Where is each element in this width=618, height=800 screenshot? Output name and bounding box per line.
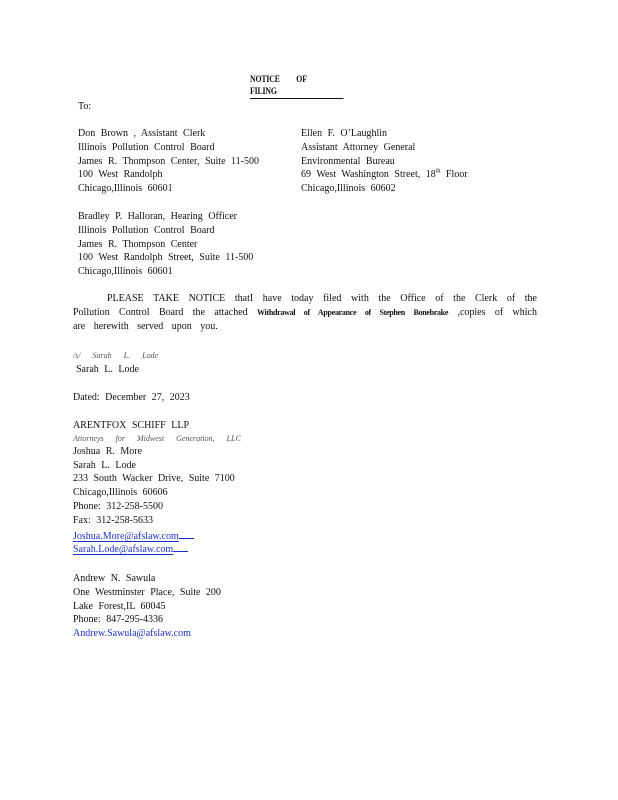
sawula-block xyxy=(73,572,221,641)
firm-attorney-2: Sarah L. Lode xyxy=(73,459,136,471)
attorney-city: Lake Forest,IL 60045 xyxy=(73,600,166,612)
email-link-sawula[interactable]: Andrew.Sawula@afslaw.com xyxy=(73,628,191,640)
email-link-lode[interactable] xyxy=(73,541,188,557)
notice-paragraph xyxy=(73,292,537,334)
recipient-street: 100 West Randolph xyxy=(78,169,163,181)
signature-line: /s/ Sarah L. Lode xyxy=(73,351,159,360)
recipient-title: Assistant Attorney General xyxy=(301,141,416,153)
signature-name: Sarah L. Lode xyxy=(76,364,139,375)
recipient-city: Chicago,Illinois 60601 xyxy=(78,183,173,195)
recipient-bureau: Environmental Bureau xyxy=(301,155,395,167)
page-title: NOTICE OF FILING xyxy=(250,74,343,99)
recipient-city: Chicago,Illinois 60601 xyxy=(78,266,173,278)
street-floor: Floor xyxy=(440,169,468,181)
recipient-halloran xyxy=(78,210,253,279)
firm-city: Chicago,Illinois 60606 xyxy=(73,487,168,499)
attorney-name: Andrew N. Sawula xyxy=(73,573,156,584)
dated-line: Dated: December 27, 2023 xyxy=(73,392,190,403)
recipient-name: Ellen F. O’Laughlin xyxy=(301,128,388,139)
email-text: Sarah.Lode@afslaw.com xyxy=(73,544,174,556)
recipient-name: Bradley P. Halloran, Hearing Officer xyxy=(78,211,237,222)
recipient-brown xyxy=(78,127,259,196)
email-text: Joshua.More@afslaw.com xyxy=(73,530,179,542)
recipient-org: Illinois Pollution Control Board xyxy=(78,224,215,236)
notice-document-title: Withdrawal of Appearance of Stephen Bonebrake xyxy=(257,308,449,317)
firm-fax: Fax: 312-258-5633 xyxy=(73,514,153,526)
firm-phone: Phone: 312-258-5500 xyxy=(73,500,163,512)
attorney-street: One Westminster Place, Suite 200 xyxy=(73,586,221,598)
street-main: 69 West Washington Street, 18 xyxy=(301,169,436,181)
recipient-street xyxy=(301,168,468,182)
firm-street: 233 South Wacker Drive, Suite 7100 xyxy=(73,473,235,485)
street-ordinal: th xyxy=(435,169,441,176)
firm-name: ARENTFOX SCHIFF LLP xyxy=(73,420,190,431)
firm-subtitle: Attorneys for Midwest Generation, LLC xyxy=(73,433,241,443)
attorney-phone: Phone: 847-295-4336 xyxy=(73,614,163,626)
recipient-oloughlin xyxy=(301,127,468,196)
recipient-city: Chicago,Illinois 60602 xyxy=(301,183,396,195)
recipient-building: James R. Thompson Center, Suite 11-500 xyxy=(78,155,259,167)
firm-block xyxy=(73,419,241,555)
notice-text-2: ,copies of which are herewith served upon you. xyxy=(73,307,538,332)
recipient-building: James R. Thompson Center xyxy=(78,238,198,250)
notice-text-1: PLEASE TAKE NOTICE thatI have today filed with the Office of the Clerk of the Pollution Control Board the attached xyxy=(73,293,537,318)
recipient-name: Don Brown , Assistant Clerk xyxy=(78,128,206,139)
firm-attorney-1: Joshua R. More xyxy=(73,445,143,457)
to-label: To: xyxy=(78,101,92,112)
recipient-org: Illinois Pollution Control Board xyxy=(78,141,215,153)
recipient-street: 100 West Randolph Street, Suite 11-500 xyxy=(78,252,254,264)
